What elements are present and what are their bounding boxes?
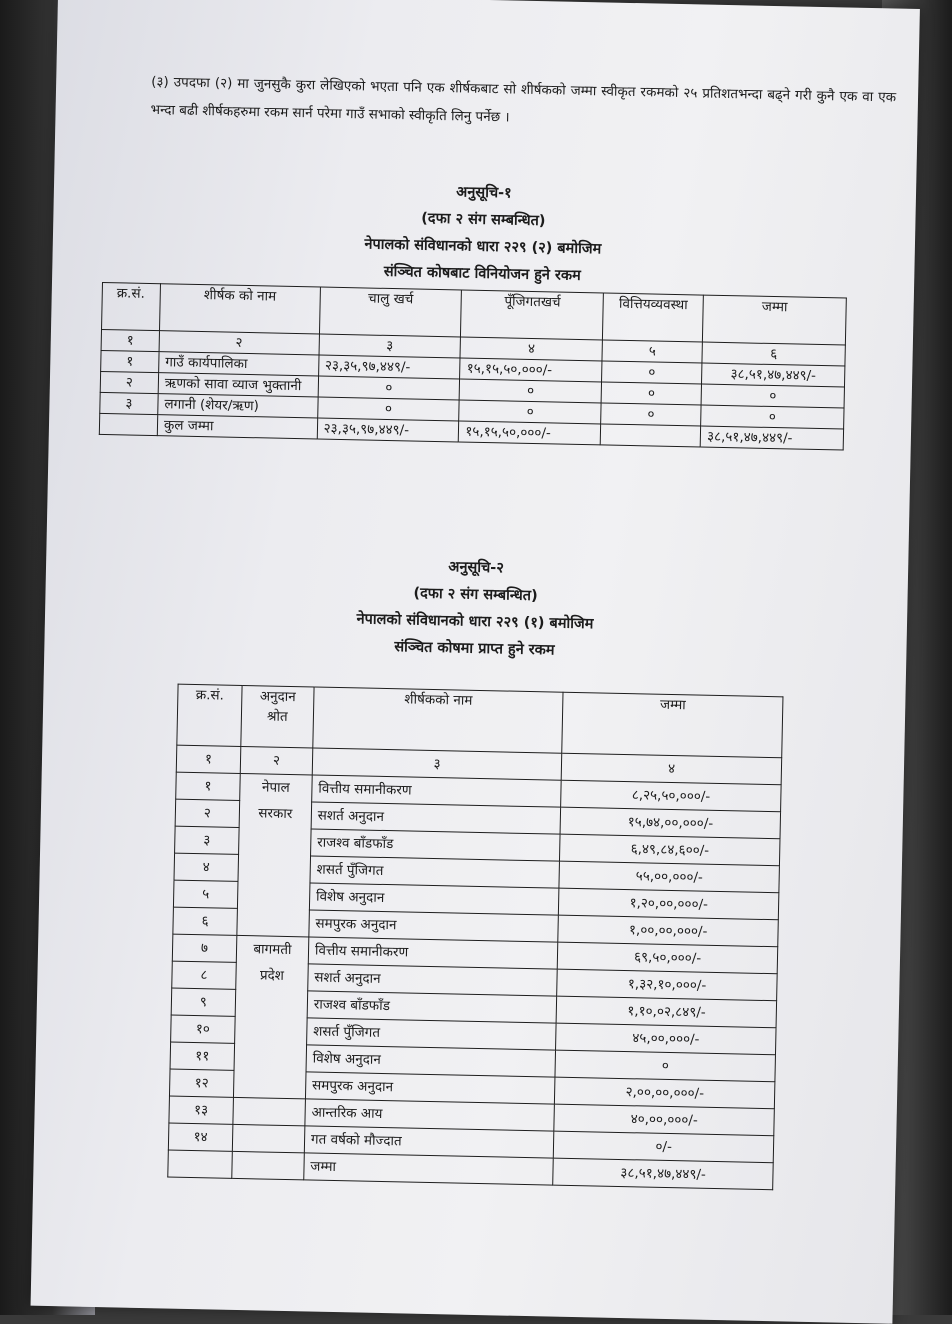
s2-header-sn: क्र.सं.	[177, 684, 242, 746]
table-cell: ४	[174, 853, 238, 881]
table-cell: १४	[168, 1123, 232, 1151]
schedule2-title: अनुसूचि-२	[448, 559, 504, 577]
schedule2-subtitle: (दफा २ संग सम्बन्धित)	[413, 585, 538, 605]
table-cell: १,२०,००,०००/-	[559, 888, 779, 920]
table-cell	[168, 1150, 232, 1178]
table-cell: २	[175, 799, 239, 827]
table-cell: ३८,५१,४७,४४९/-	[702, 363, 845, 387]
table-cell: १५,७४,००,०००/-	[560, 807, 780, 839]
schedule1-line4: संञ्चित कोषबाट विनियोजन हुने रकम	[383, 263, 581, 284]
table-cell: विशेष अनुदान	[306, 1045, 556, 1077]
table-cell: शसर्त पुँजिगत	[310, 856, 560, 888]
table-cell: राजश्व बाँडफाँड	[307, 991, 557, 1023]
table-cell: १	[101, 329, 159, 351]
source-bagmati-province: बागमती प्रदेश	[233, 935, 308, 1098]
s2-header-total: जम्मा	[562, 692, 783, 758]
table-cell: २	[100, 371, 158, 393]
table-cell: ०	[555, 1050, 775, 1082]
s2-header-title: शीर्षकको नाम	[313, 687, 564, 753]
schedule2-total-label: जम्मा	[304, 1153, 554, 1185]
table-cell: ३	[175, 826, 239, 854]
table-cell: कुल जम्मा	[157, 415, 317, 439]
table-cell: गाउँ कार्यपालिका	[159, 352, 319, 376]
table-cell: ५	[173, 880, 237, 908]
schedule2-table	[167, 684, 783, 1191]
table-cell: समपुरक अनुदान	[309, 910, 559, 942]
s1-header-current: चालु खर्च	[319, 287, 462, 337]
schedule1-subtitle: (दफा २ संग सम्बन्धित)	[421, 210, 546, 230]
s1-header-title: शीर्षक को नाम	[159, 284, 320, 334]
table-cell: ११	[170, 1042, 234, 1070]
s1-header-sn: क्र.सं.	[102, 282, 161, 330]
table-cell: शसर्त पुँजिगत	[306, 1018, 556, 1050]
schedule1-table	[99, 282, 847, 451]
table-cell: १,१०,०२,८४९/-	[556, 996, 776, 1028]
table-cell: १	[176, 745, 240, 773]
table-cell: विशेष अनुदान	[309, 883, 559, 915]
schedule2-total-value: ३८,५१,४७,४४९/-	[553, 1158, 773, 1190]
table-cell: ४	[562, 753, 782, 785]
table-cell: ०	[318, 376, 460, 400]
table-cell: सशर्त अनुदान	[311, 802, 561, 834]
table-cell: ०	[460, 379, 602, 403]
table-cell: १,००,००,०००/-	[558, 915, 778, 947]
table-cell: १२	[169, 1069, 233, 1097]
table-cell	[600, 424, 700, 447]
table-cell: ३	[319, 334, 461, 358]
table-cell: वित्तीय समानीकरण	[308, 937, 558, 969]
s1-header-capital: पूँजिगतखर्च	[461, 290, 604, 340]
table-cell: लगानी (शेयर/ऋण)	[158, 394, 318, 418]
table-cell: ५५,००,०००/-	[559, 861, 779, 893]
table-cell: ४०,००,०००/-	[554, 1104, 774, 1136]
schedule1-heading	[302, 176, 664, 292]
table-cell: ५	[602, 340, 702, 363]
table-cell: ३८,५१,४७,४४९/-	[700, 426, 843, 450]
table-cell	[232, 1151, 304, 1180]
table-cell: ९	[171, 988, 235, 1016]
table-cell: ऋणको सावा व्याज भुक्तानी	[158, 373, 318, 397]
table-cell: ६९,५०,०००/-	[558, 942, 778, 974]
table-cell: ०	[459, 400, 601, 424]
s1-header-finance: वित्तियव्यवस्था	[603, 293, 704, 342]
table-cell: ०	[601, 382, 701, 405]
table-cell: ७	[172, 934, 236, 962]
table-cell: १५,१५,५०,०००/-	[459, 421, 601, 445]
table-cell: ०	[701, 405, 844, 429]
table-cell: ६	[173, 907, 237, 935]
rule-paragraph: (३) उपदफा (२) मा जुनसुकै कुरा लेखिएको भएता पनि एक शीर्षकबाट सो शीर्षकको जम्मा स्वीकृत रकमको २५ प्रतिशतभन्दा बढ्ने गरी कुनै एक वा एक भन्दा बढी शीर्षकहरुमा रकम सार्न परेमा गाउँ सभाको स्वीकृति लिनु पर्नेछ ।	[150, 73, 897, 126]
table-cell: २	[159, 331, 319, 355]
table-cell: वित्तीय समानीकरण	[312, 775, 562, 807]
table-cell: २३,३५,९७,४४९/-	[318, 355, 460, 379]
document-page	[31, 0, 920, 1324]
table-cell: ८,२५,५०,०००/-	[561, 780, 781, 812]
s2-header-source: अनुदान श्रोत	[241, 685, 314, 747]
table-cell: १,३२,१०,०००/-	[557, 969, 777, 1001]
schedule2-line4: संञ्चित कोषमा प्राप्त हुने रकम	[394, 639, 555, 659]
table-cell: १५,१५,५०,०००/-	[460, 358, 602, 382]
table-cell: ०	[701, 384, 844, 408]
table-cell: ०	[601, 403, 701, 426]
table-cell: राजश्व बाँडफाँड	[310, 829, 560, 861]
table-cell: ३	[100, 392, 158, 414]
schedule1-line3: नेपालको संविधानको धारा २२९ (२) बमोजिम	[364, 236, 602, 258]
table-cell: समपुरक अनुदान	[305, 1072, 555, 1104]
table-cell: सशर्त अनुदान	[308, 964, 558, 996]
table-cell: ३	[312, 748, 562, 780]
table-cell: ४	[460, 337, 602, 361]
schedule2-heading	[294, 551, 656, 667]
table-cell: आन्तरिक आय	[305, 1099, 555, 1131]
table-cell: ०/-	[554, 1131, 774, 1163]
table-cell: ०	[602, 361, 702, 384]
table-cell: १३	[169, 1096, 233, 1124]
schedule2-line3: नेपालको संविधानको धारा २२९ (१) बमोजिम	[356, 611, 594, 633]
s1-header-total: जम्मा	[703, 295, 847, 345]
table-cell: २,००,००,०००/-	[555, 1077, 775, 1109]
table-cell: २	[240, 746, 312, 775]
table-cell: ६	[702, 342, 845, 366]
table-cell: ६,४९,८४,६००/-	[560, 834, 780, 866]
table-cell: ८	[172, 961, 236, 989]
table-cell	[232, 1124, 304, 1153]
table-cell: १०	[171, 1015, 235, 1043]
table-cell: ४५,००,०००/-	[556, 1023, 776, 1055]
schedule1-title: अनुसूचि-१	[456, 184, 512, 202]
table-cell	[99, 413, 157, 435]
table-cell: गत वर्षको मौज्दात	[304, 1126, 554, 1158]
table-cell: ०	[317, 397, 459, 421]
table-cell: १	[176, 772, 240, 800]
source-nepal-government: नेपाल सरकार	[237, 773, 312, 936]
table-cell	[233, 1097, 305, 1126]
table-cell: १	[101, 350, 159, 372]
table-cell: २३,३५,९७,४४९/-	[317, 418, 459, 442]
